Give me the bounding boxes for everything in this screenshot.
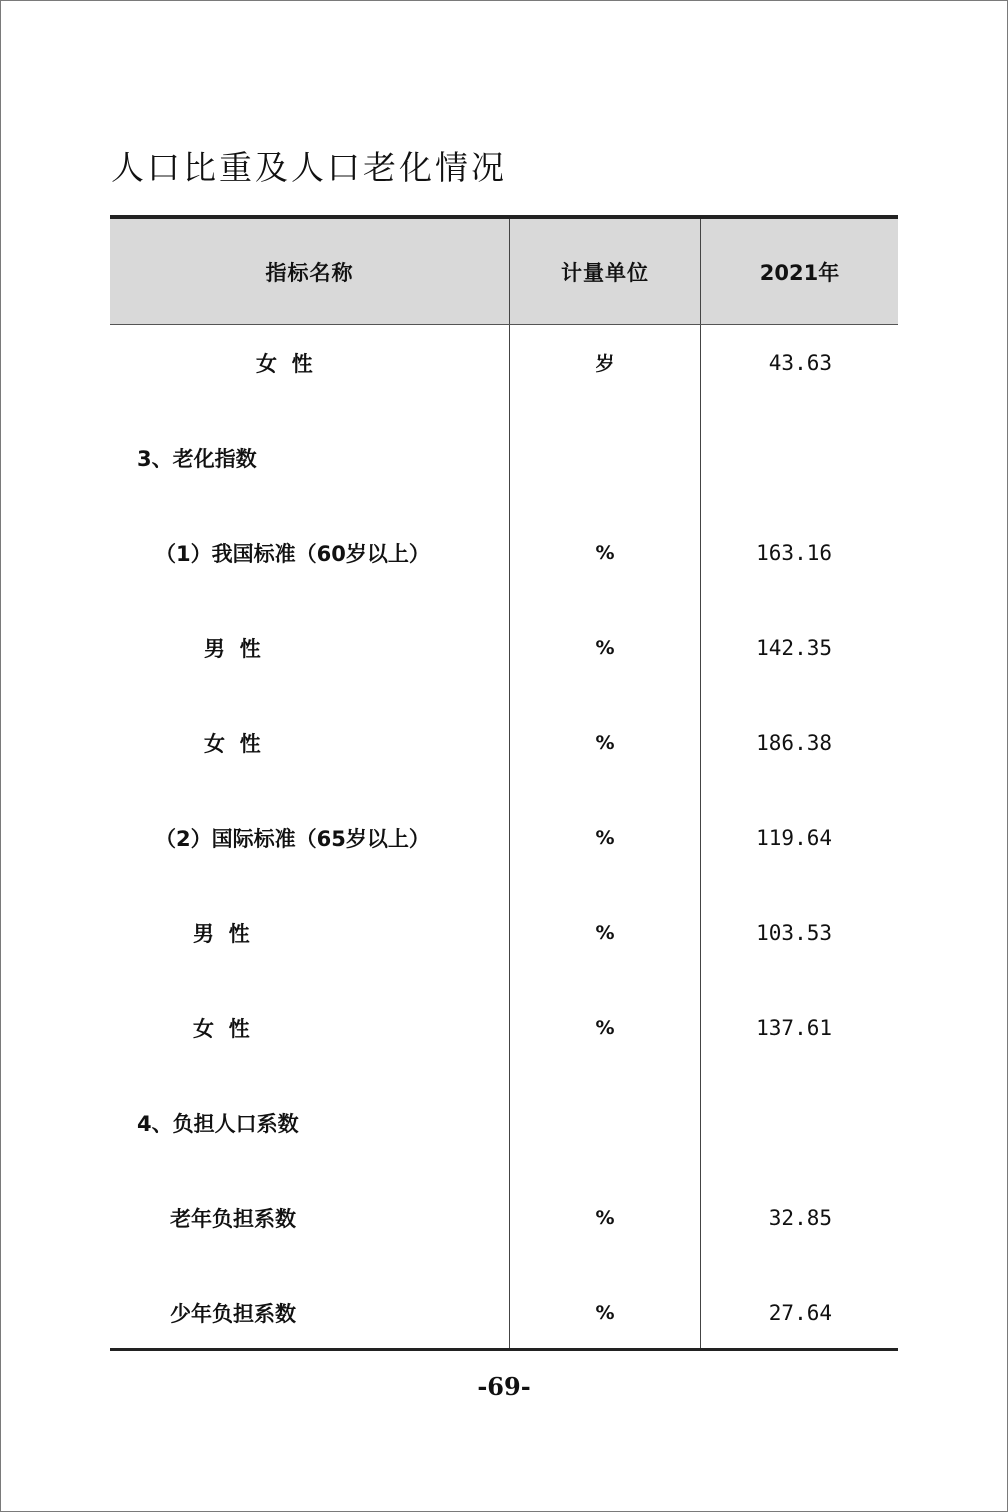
table-row [110,695,898,790]
row-name: 男 性 [193,921,250,946]
row-value: 137.61 [756,1015,832,1040]
row-unit [510,410,700,505]
row-unit: % [595,731,615,754]
row-value [701,410,832,505]
row-value [701,1075,832,1170]
row-unit: % [595,636,615,659]
row-name: 女 性 [193,1016,250,1041]
row-value: 27.64 [768,1300,832,1325]
table-row [110,885,898,980]
row-name: 老年负担系数 [170,1206,296,1231]
page-title: 人口比重及人口老化情况 [111,148,507,187]
row-unit: % [595,921,615,944]
header-indicator-name: 指标名称 [265,260,354,285]
header-unit: 计量单位 [561,260,649,285]
row-value: 163.16 [756,540,832,565]
row-unit [510,1075,700,1170]
row-value: 142.35 [756,635,832,660]
row-name: 少年负担系数 [170,1301,296,1326]
row-unit: 岁 [595,353,615,375]
row-unit: % [595,1016,615,1039]
row-unit: % [595,1206,615,1229]
row-unit: % [595,541,615,564]
header-divider-2 [700,219,701,324]
data-table [110,215,898,1351]
table-row [110,600,898,695]
row-name: 3、老化指数 [137,446,257,471]
row-value: 186.38 [756,730,832,755]
table-header [110,219,898,325]
row-unit: % [595,826,615,849]
table-row [110,790,898,885]
row-value: 119.64 [756,825,832,850]
page-number: -69- [477,1372,531,1401]
table-row [110,410,898,505]
row-name: （1）我国标准（60岁以上） [155,541,430,566]
header-divider-1 [509,219,510,324]
row-value: 43.63 [768,350,832,375]
row-name: 女 性 [204,731,261,756]
table-row [110,1265,898,1360]
row-unit: % [595,1301,615,1324]
row-name: 女 性 [256,351,313,376]
table-row [110,980,898,1075]
row-name: （2）国际标准（65岁以上） [155,826,430,851]
table-row [110,505,898,600]
row-name: 男 性 [204,636,261,661]
row-value: 103.53 [756,920,832,945]
table-row [110,315,898,410]
table-body [110,325,898,1348]
header-year: 2021年 [759,260,840,285]
row-name: 4、负担人口系数 [137,1111,299,1136]
table-row [110,1075,898,1170]
table-row [110,1170,898,1265]
row-value: 32.85 [768,1205,832,1230]
